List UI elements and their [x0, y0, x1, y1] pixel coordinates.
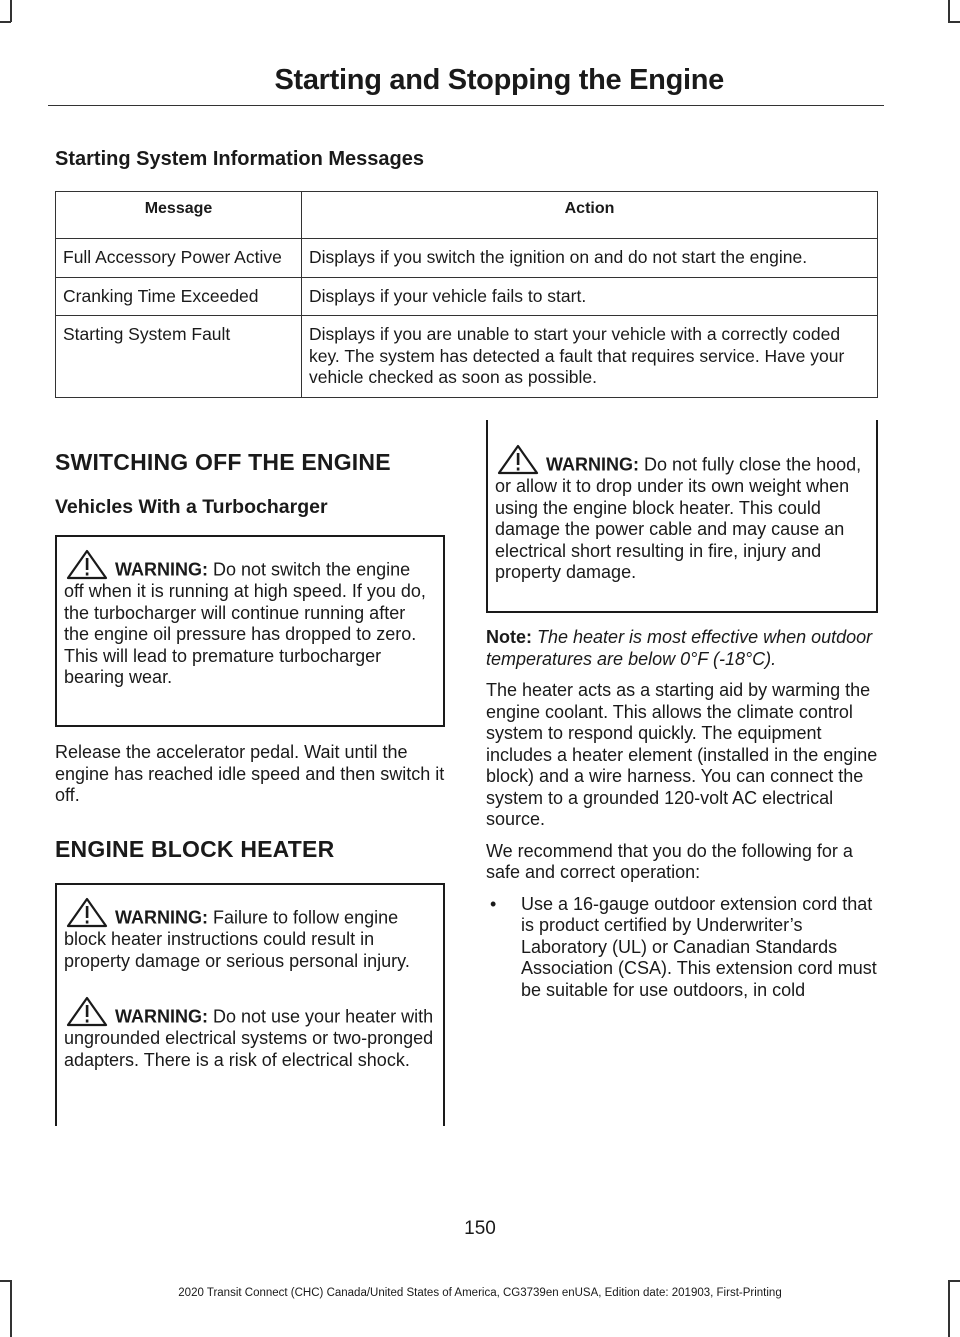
warning-item	[64, 547, 434, 689]
warning-triangle-icon	[64, 895, 112, 929]
turbo-warning-box	[55, 535, 445, 727]
recommendation-list	[486, 894, 880, 1002]
page-title: Starting and Stopping the Engine	[274, 64, 724, 96]
column-header-message: Message	[56, 192, 302, 239]
note	[486, 627, 880, 670]
warning-text: Do not switch the engine off when it is running at high speed. If you do, the turbocharger will continue running after the engine oil pressure has dropped to zero. This will lead to premature turbocharger bearing wear.	[64, 559, 426, 687]
page-number: 150	[464, 1218, 496, 1239]
header-rule	[48, 105, 884, 106]
warning-label: WARNING:	[115, 907, 208, 928]
action-cell: Displays if your vehicle fails to start.	[302, 277, 878, 316]
warning-triangle-icon	[64, 994, 112, 1028]
block-heater-heading: ENGINE BLOCK HEATER	[55, 836, 335, 862]
crop-mark	[10, 0, 12, 22]
turbocharger-subheading: Vehicles With a Turbocharger	[55, 496, 328, 518]
list-item: • Use a 16-gauge outdoor extension cord that is product certified by Underwriter’s Laboratory (UL) or Canadian Standards Association (CSA). This extension cord must be suitable for use outdoors, in cold	[486, 894, 880, 1002]
crop-mark	[948, 1280, 960, 1282]
warning-label: WARNING:	[115, 559, 208, 580]
table-row	[56, 316, 878, 398]
switching-off-heading: SWITCHING OFF THE ENGINE	[55, 449, 391, 475]
table-header-row	[56, 192, 878, 239]
warning-text: Do not use your heater with ungrounded electrical systems or two-pronged adapters. There is a risk of electrical shock.	[64, 1006, 434, 1070]
warning-text: Failure to follow engine block heater instructions could result in property damage or serious personal injury.	[64, 907, 410, 971]
crop-mark	[948, 21, 960, 23]
heater-warning-box	[55, 883, 445, 1126]
warning-item	[64, 994, 434, 1071]
hood-warning-box	[486, 420, 878, 613]
warning-item	[64, 895, 434, 972]
switching-off-body	[55, 742, 447, 817]
info-messages-title: Starting System Information Messages	[55, 148, 424, 170]
column-header-action: Action	[302, 192, 878, 239]
crop-mark	[948, 0, 950, 22]
body-paragraph: We recommend that you do the following for a safe and correct operation:	[486, 840, 853, 882]
note-text: The heater is most effective when outdoor temperatures are below 0°F (-18°C).	[486, 627, 873, 669]
action-cell: Displays if you are unable to start your vehicle with a correctly coded key. The system has detected a fault that requires service. Have your vehicle checked as soon as possible.	[302, 316, 878, 398]
note-label: Note:	[486, 627, 532, 647]
page-footer: 2020 Transit Connect (CHC) Canada/United States of America, CG3739en enUSA, Edition date: 201903, First-Printing	[178, 1287, 782, 1299]
crop-mark	[0, 21, 11, 23]
body-paragraph: The heater acts as a starting aid by warming the engine coolant. This allows the climate control system to respond quickly. The equipment includes a heater element (installed in the engine block) and a wire harness. You can connect the system to a grounded 120-volt AC electrical source.	[486, 680, 878, 829]
page-header	[48, 62, 884, 98]
body-paragraph: Release the accelerator pedal. Wait until the engine has reached idle speed and then switch it off.	[55, 742, 445, 805]
warning-item	[495, 442, 867, 584]
warning-label: WARNING:	[115, 1006, 208, 1027]
message-cell: Starting System Fault	[56, 316, 302, 398]
heater-body	[486, 627, 880, 1001]
warning-triangle-icon	[64, 547, 112, 581]
warning-triangle-icon	[495, 442, 543, 476]
action-cell: Displays if you switch the ignition on and do not start the engine.	[302, 239, 878, 278]
warning-text: Do not fully close the hood, or allow it to drop under its own weight when using the engine block heater. This could damage the power cable and may cause an electrical short resulting in fire, injury and property damage.	[495, 454, 862, 582]
table-row	[56, 239, 878, 278]
warning-label: WARNING:	[546, 454, 639, 475]
crop-mark	[0, 1280, 11, 1282]
info-messages-table	[55, 191, 878, 398]
table-row	[56, 277, 878, 316]
message-cell: Cranking Time Exceeded	[56, 277, 302, 316]
message-cell: Full Accessory Power Active	[56, 239, 302, 278]
